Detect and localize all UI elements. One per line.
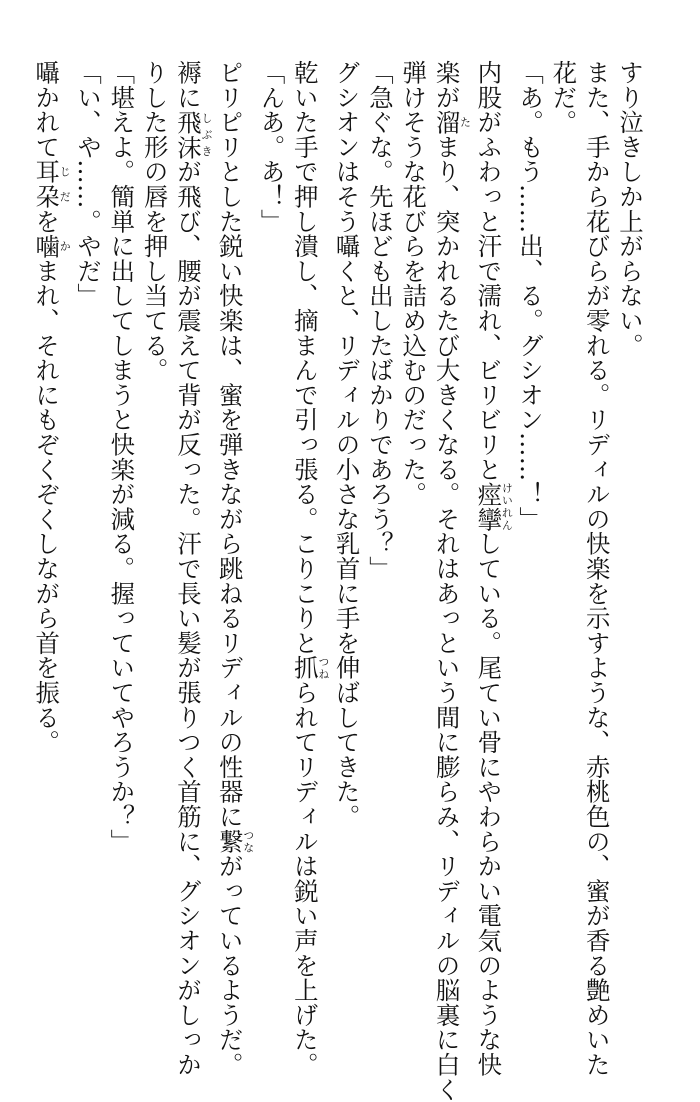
text-line — [288, 60, 330, 1077]
text-segment: がっているようだ。 — [214, 853, 244, 1077]
text-segment: まれ、それにもぞくぞくしながら首を振る。 — [31, 258, 61, 755]
ruby-jida: 耳朶じだ — [31, 159, 72, 209]
text-line: りした形の唇を押し当てる。 — [139, 60, 169, 383]
text-segment: している。尾てい骨にやわらかい電気のような快 — [473, 531, 503, 1077]
ruby-shibuki: 飛沫しぶき — [172, 109, 213, 160]
text-line: 「堪えよ。簡単に出してしまうと快楽が減る。握っていてやろうか？」 — [106, 60, 136, 854]
text-line: また、手から花びらが零れる。リディルの快楽を示すような、赤桃色の、蜜が香る艶めいた — [581, 60, 611, 1077]
text-segment: 内股がふわっと汗で濡れ、ビリビリと — [473, 60, 503, 482]
text-line: 「い、や……。やだ」 — [73, 60, 103, 308]
vertical-text-body — [31, 60, 646, 1102]
ruby-tsune: 抓つね — [289, 655, 330, 681]
text-line: 「急ぐな。先ほども出したばかりであろう？」 — [364, 60, 394, 581]
text-segment: まり、突かれるたび大きくなる。それはあっという間に膨らみ、リディルの脳裏に白く — [431, 134, 461, 1102]
ruby-tame: 溜た — [431, 109, 472, 135]
text-line — [212, 60, 255, 1077]
text-line — [29, 60, 71, 980]
text-segment: 囁かれて — [31, 60, 61, 160]
ruby-ka: 噛か — [31, 233, 72, 259]
text-line: 「んあ。あ！」 — [256, 60, 286, 234]
text-segment: を — [31, 208, 61, 234]
text-line: 弾けそうな花びらを詰め込むのだった。 — [398, 60, 428, 507]
text-segment: が飛び、腰が震えて背が反った。汗で長い髪が張りつく首筋に、グシオンがしっか — [172, 159, 202, 1077]
text-line: グシオンはそう囁くと、リディルの小さな乳首に手を伸ばしてきた。 — [331, 60, 361, 829]
text-line — [429, 60, 472, 1102]
ruby-keiren: 痙攣けいれん — [473, 481, 514, 532]
text-line — [471, 60, 514, 1077]
ruby-tsuna: 繋つな — [214, 828, 255, 854]
text-line — [171, 60, 213, 1077]
text-segment: られてリディルは鋭い声を上げた。 — [289, 680, 319, 1077]
text-segment: 乾いた手で押し潰し、摘まんで引っ張る。こりこりと — [289, 60, 319, 656]
text-segment: 楽が — [431, 60, 461, 110]
text-segment: 褥に — [172, 60, 202, 110]
text-segment: ピリピリとした鋭い快楽は、蜜を弾きながら跳ねるリディルの性器に — [214, 60, 244, 829]
text-line: すり泣きしか上がらない。 — [615, 60, 644, 358]
text-line: 花だ。 — [548, 60, 578, 135]
text-line: 「あ。もう……出、る。グシオン……！」 — [515, 60, 545, 532]
